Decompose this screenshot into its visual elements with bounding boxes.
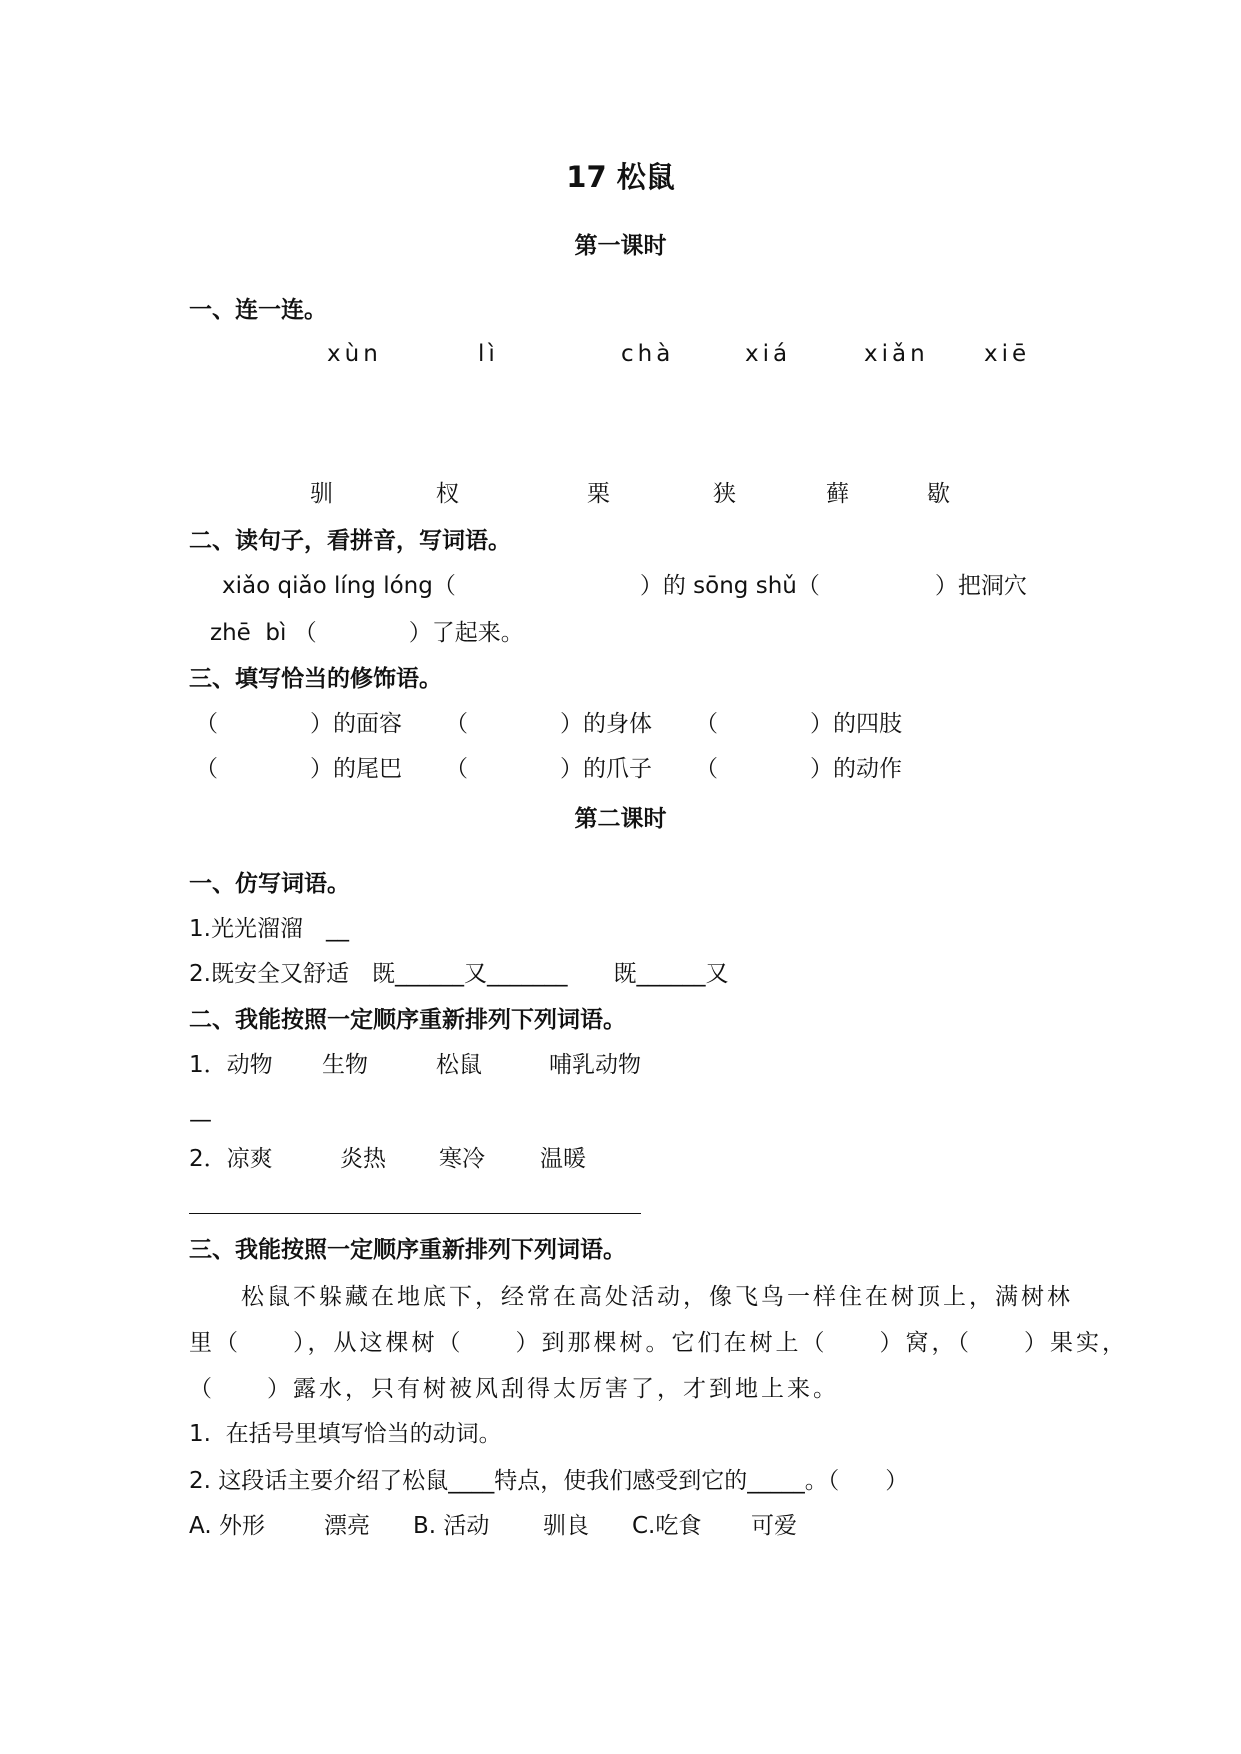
modifier-blank: （ ）的四肢: [695, 711, 902, 737]
pinyin: xùn: [327, 341, 382, 367]
pinyin: lì: [478, 341, 499, 367]
char: 狭: [713, 481, 736, 507]
answer-line: [189, 1213, 641, 1214]
modifier-blank: （ ）的面容: [195, 711, 402, 737]
option: A. 外形: [189, 1513, 265, 1539]
word: 2．凉爽: [189, 1146, 273, 1172]
paragraph-line: 里（ ），从这棵树（ ）到那棵树。它们在树上（ ）窝，（ ）果实，: [189, 1330, 1128, 1356]
l1-q2-heading: 二、读句子，看拼音，写词语。: [189, 528, 511, 554]
l2-q3-item2: 2. 这段话主要介绍了松鼠____特点，使我们感受到它的_____。（ ）: [189, 1468, 909, 1494]
option: 漂亮: [324, 1513, 370, 1539]
char: 歇: [927, 481, 950, 507]
char: 藓: [826, 481, 849, 507]
paragraph-line: 松鼠不躲藏在地底下，经常在高处活动，像飞鸟一样住在树顶上，满树林: [189, 1284, 1073, 1310]
modifier-blank: （ ）的尾巴: [195, 756, 402, 782]
lesson2-title: 第二课时: [574, 806, 667, 832]
paragraph-line: （ ）露水，只有树被风刮得太厉害了，才到地上来。: [189, 1376, 839, 1402]
page-title: 17 松鼠: [566, 160, 675, 194]
option: 可爱: [751, 1513, 797, 1539]
l2-q2-heading: 二、我能按照一定顺序重新排列下列词语。: [189, 1007, 626, 1033]
char: 栗: [587, 481, 610, 507]
lesson1-title: 第一课时: [574, 233, 667, 259]
word: 松鼠: [436, 1052, 482, 1078]
modifier-blank: （ ）的动作: [695, 756, 902, 782]
l2-q3-heading: 三、我能按照一定顺序重新排列下列词语。: [189, 1237, 626, 1263]
option: B. 活动: [413, 1513, 490, 1539]
option: C.吃食: [632, 1513, 702, 1539]
option: 驯良: [543, 1513, 589, 1539]
l2-q3-item1: 1. 在括号里填写恰当的动词。: [189, 1421, 502, 1447]
l1-q2-line1: xiǎo qiǎo líng lóng（ ）的 sōng shǔ（ ）把洞穴: [222, 573, 1027, 599]
char: 杈: [436, 481, 459, 507]
word: 生物: [322, 1052, 368, 1078]
modifier-blank: （ ）的身体: [445, 711, 652, 737]
word: 哺乳动物: [549, 1052, 641, 1078]
word: 寒冷: [439, 1146, 485, 1172]
l1-q2-line2: zhē bì （ ）了起来。: [210, 620, 524, 646]
modifier-blank: （ ）的爪子: [445, 756, 652, 782]
l2-q1-heading: 一、仿写词语。: [189, 871, 350, 897]
pinyin: xiá: [745, 341, 792, 367]
word: 1．动物: [189, 1052, 273, 1078]
pinyin: chà: [621, 341, 675, 367]
word: 炎热: [340, 1146, 386, 1172]
answer-blank: —: [189, 1107, 212, 1133]
char: 驯: [310, 481, 333, 507]
l2-q1-item2: 2.既安全又舒适 既______又_______ 既______又: [189, 961, 729, 987]
word: 温暖: [540, 1146, 586, 1172]
l1-q1-heading: 一、连一连。: [189, 297, 327, 323]
pinyin: xiē: [984, 341, 1031, 367]
l1-q3-heading: 三、填写恰当的修饰语。: [189, 666, 442, 692]
pinyin: xiǎn: [864, 341, 929, 367]
l2-q1-item1: 1.光光溜溜 __: [189, 916, 349, 942]
